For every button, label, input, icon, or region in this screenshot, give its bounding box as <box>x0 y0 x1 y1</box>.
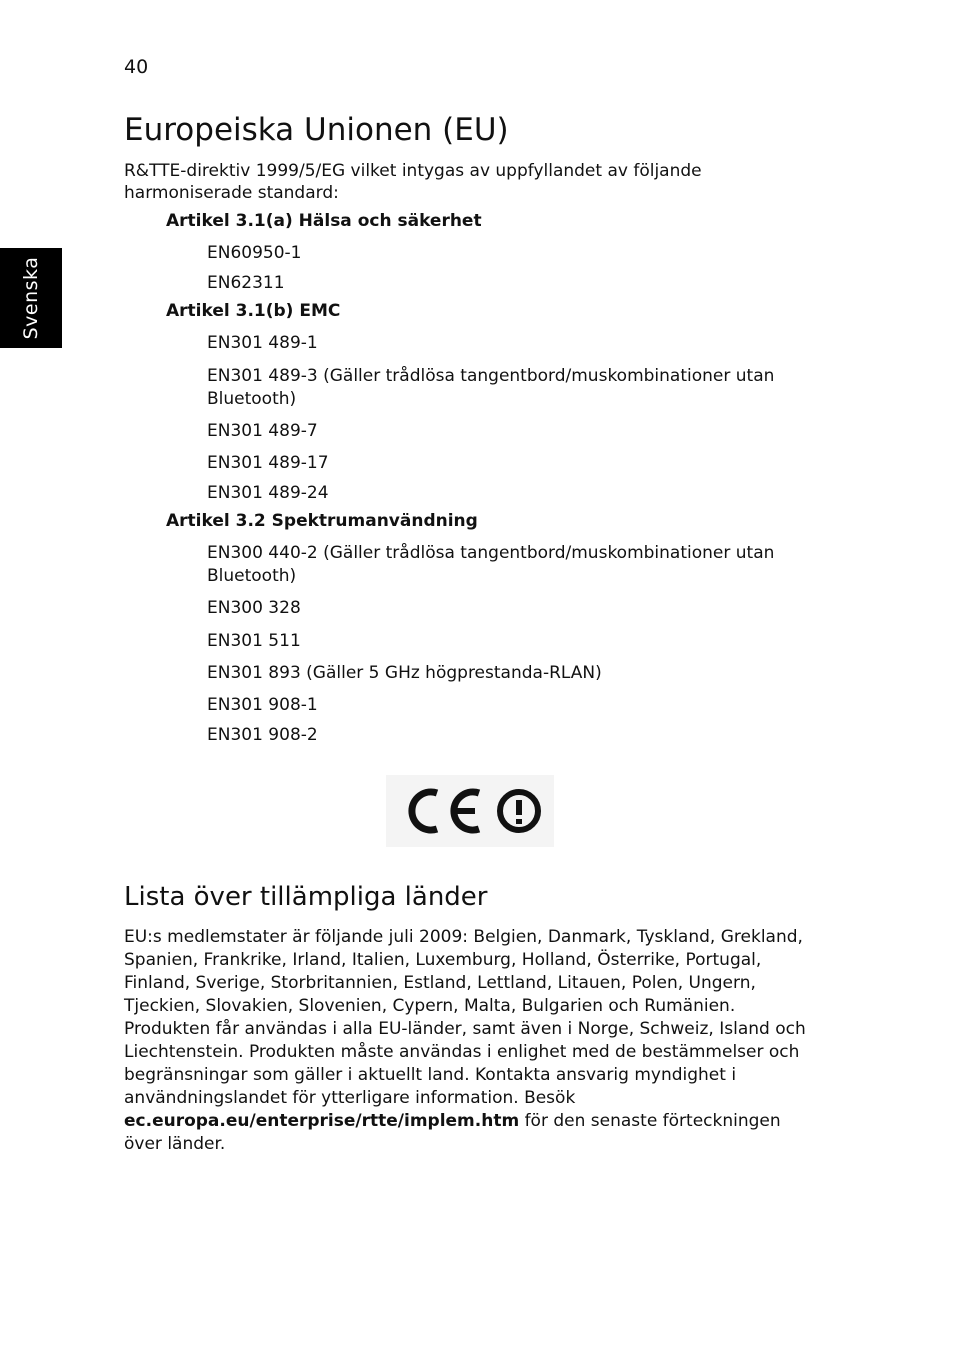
standard-item: EN301 511 <box>207 631 301 651</box>
language-tab <box>0 248 62 348</box>
standard-item: EN301 489-24 <box>207 483 329 503</box>
standard-item: EN300 440-2 (Gäller trådlösa tangentbord/muskombinationer utan Bluetooth) <box>207 543 775 586</box>
section-title: Lista över tillämpliga länder <box>124 882 488 912</box>
standard-item: EN301 489-7 <box>207 421 318 441</box>
standard-item: EN301 489-17 <box>207 453 329 473</box>
standard-item: EN301 908-2 <box>207 725 318 745</box>
countries-paragraph <box>124 926 814 1156</box>
countries-text: EU:s medlemstater är följande juli 2009: Belgien, Danmark, Tyskland, Grekland, Spanien, Frankrike, Irland, Italien, Luxemburg, Holland, Österrike, Portugal, Finland, Sverige, Storbritannien, Estland, Lettland, Litauen, Polen, Ungern, Tjeckien, Slovakien, Slovenien, Cypern, Malta, Bulgarien och Rumänien. Produkten får användas i alla EU-länder, samt även i Norge, Schweiz, Island och Liechtenstein. Produkten måste användas i enlighet med de bestämmelser och begränsningar som gäller i aktuellt land. Kontakta ansvarig myndighet i användningslandet för ytterligare information. Besök <box>124 927 806 1108</box>
ec-europa-link[interactable]: ec.europa.eu/enterprise/rtte/implem.htm <box>124 1111 520 1131</box>
standard-item: EN60950-1 <box>207 243 302 263</box>
page-number: 40 <box>124 56 149 78</box>
page-title: Europeiska Unionen (EU) <box>124 112 509 148</box>
standard-item: EN62311 <box>207 273 285 293</box>
ce-alert-icon <box>395 780 545 842</box>
language-tab-label: Svenska <box>20 256 42 340</box>
intro-paragraph: R&TTE-direktiv 1999/5/EG vilket intygas av uppfyllandet av följande harmoniserade standard: <box>124 161 702 203</box>
article-heading: Artikel 3.1(b) EMC <box>166 301 341 321</box>
standard-item: EN301 908-1 <box>207 695 318 715</box>
ce-mark-logo <box>386 775 554 847</box>
standard-item: EN300 328 <box>207 598 301 618</box>
countries-text-end: för den senaste förteckningen över länder. <box>124 1111 781 1154</box>
standard-item: EN301 489-3 (Gäller trådlösa tangentbord/muskombinationer utan Bluetooth) <box>207 366 775 409</box>
article-heading: Artikel 3.1(a) Hälsa och säkerhet <box>166 211 482 231</box>
standard-item: EN301 893 (Gäller 5 GHz högprestanda-RLAN) <box>207 663 602 683</box>
standard-item: EN301 489-1 <box>207 333 318 353</box>
article-heading: Artikel 3.2 Spektrumanvändning <box>166 511 478 531</box>
